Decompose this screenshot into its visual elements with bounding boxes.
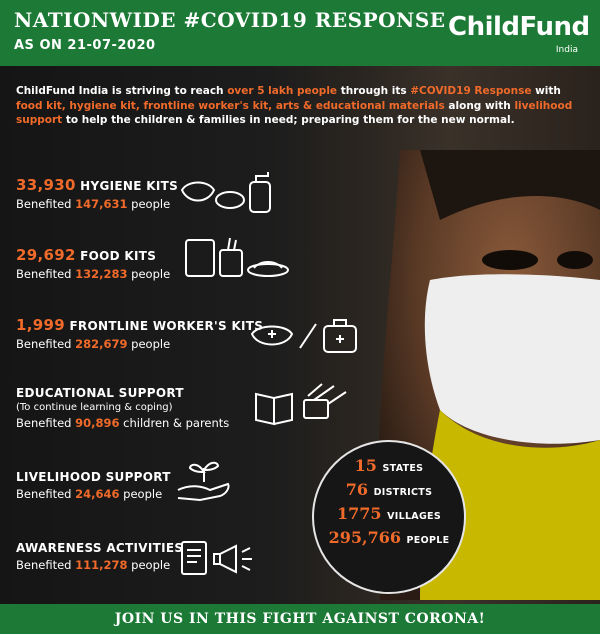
benefited-prefix: Benefited [16,487,72,501]
villages-label: VILLAGES [387,511,441,522]
reach-villages [314,504,464,523]
call-to-action: JOIN US IN THIS FIGHT AGAINST CORONA! [114,611,486,627]
benefited-count: 282,679 [75,337,128,351]
stat-beneficiaries [16,558,183,572]
frontline-kits-stat [16,316,263,351]
livelihood-support-stat [16,470,171,501]
benefited-prefix: Benefited [16,267,72,281]
districts-label: DISTRICTS [373,487,433,498]
childfund-logo [448,12,588,56]
stat-heading [16,386,229,400]
intro-highlight-2: #COVID19 Response [410,85,532,97]
intro-text-4: along with [444,99,515,112]
food-kit-icon [184,234,290,280]
hygiene-kit-icon [178,168,278,214]
reach-people [314,528,464,547]
megaphone-icon [178,538,274,580]
benefited-suffix: people [131,558,171,572]
stat-heading [16,541,183,555]
stat-label: EDUCATIONAL SUPPORT [16,386,184,400]
intro-text-3: with [531,85,561,97]
stat-heading [16,176,178,194]
benefited-suffix: people [123,487,163,501]
educational-support-stat [16,386,229,430]
stat-heading [16,246,170,264]
intro-text-2: through its [337,85,411,97]
stat-label: HYGIENE KITS [80,179,179,193]
report-date: AS ON 21-07-2020 [14,38,156,53]
benefited-count: 90,896 [75,416,120,430]
benefited-prefix: Benefited [16,337,72,351]
stat-beneficiaries [16,487,171,501]
reach-summary-circle [312,440,466,594]
benefited-prefix: Benefited [16,416,72,430]
benefited-prefix: Benefited [16,197,72,211]
stat-heading [16,316,263,334]
benefited-count: 111,278 [75,558,128,572]
reach-states [314,456,464,475]
stat-count: 1,999 [16,316,65,334]
benefited-count: 147,631 [75,197,128,211]
intro-paragraph [16,84,588,128]
stat-label: FRONTLINE WORKER'S KITS [69,319,264,333]
villages-count: 1775 [337,504,382,523]
stat-label: FOOD KITS [80,249,157,263]
benefited-suffix: people [131,267,171,281]
stat-beneficiaries [16,197,178,211]
page-title: NATIONWIDE #COVID19 RESPONSE [14,8,446,32]
hygiene-kits-stat [16,176,178,211]
benefited-suffix: people [131,337,171,351]
benefited-suffix: people [131,197,171,211]
people-count: 295,766 [328,528,401,547]
people-label: PEOPLE [406,535,450,546]
stat-count: 29,692 [16,246,76,264]
intro-highlight-1: over 5 lakh people [227,85,338,97]
food-kits-stat [16,246,170,281]
stat-label: AWARENESS ACTIVITIES [16,541,184,555]
stat-count: 33,930 [16,176,76,194]
states-label: STATES [382,463,424,474]
stat-heading [16,470,171,484]
benefited-count: 24,646 [75,487,120,501]
footer-banner [0,604,600,634]
stat-label: LIVELIHOOD SUPPORT [16,470,171,484]
intro-highlight-4: livelihood support [16,99,573,126]
plant-hand-icon [176,458,232,502]
benefited-prefix: Benefited [16,558,72,572]
benefited-suffix: children & parents [123,416,230,430]
brand-name: ChildFund [448,12,590,42]
stat-beneficiaries [16,416,229,430]
stat-beneficiaries [16,267,170,281]
benefited-count: 132,283 [75,267,128,281]
awareness-activities-stat [16,541,183,572]
books-icon [252,382,352,428]
intro-text-5: to help the children & families in need; preparing them for the new normal. [62,114,515,126]
stat-beneficiaries [16,337,263,351]
stat-note: (To continue learning & coping) [16,402,173,413]
reach-districts [314,480,464,499]
first-aid-kit-icon [250,314,360,356]
brand-sub: India [555,45,578,55]
states-count: 15 [354,456,377,475]
header-banner [0,0,600,66]
intro-text-1: ChildFund India is striving to reach [16,85,228,97]
intro-highlight-3: food kit, hygiene kit, frontline worker's kit, arts & educational materials [16,99,445,112]
districts-count: 76 [345,480,369,499]
